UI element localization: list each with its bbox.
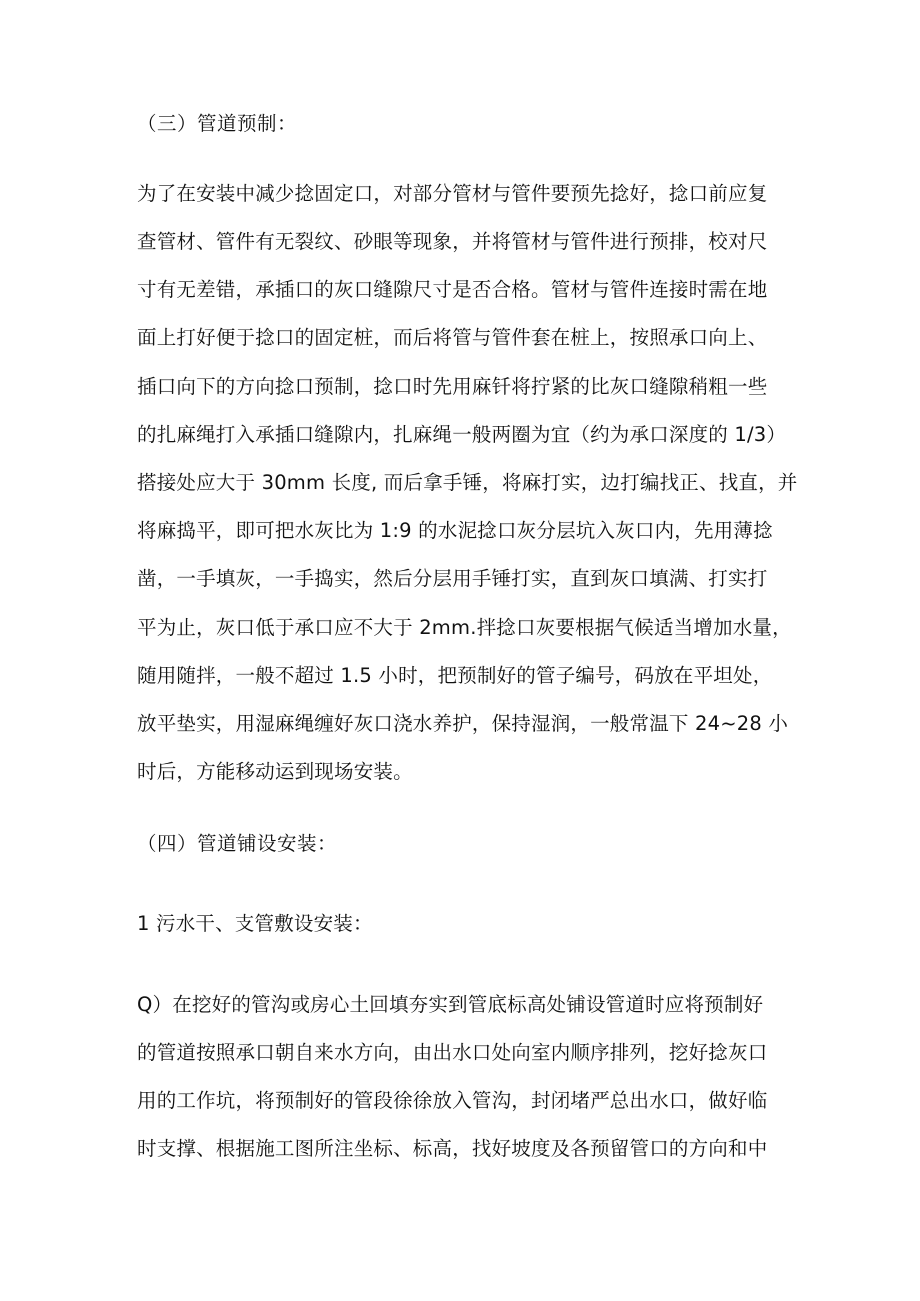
section-3-line: 时后，方能移动运到现场安装。	[137, 760, 413, 783]
section-4-line: 的管道按照承口朝自来水方向，由出水口处向室内顺序排列，挖好捻灰口	[137, 1041, 768, 1064]
section-3-line: 的扎麻绳打入承插口缝隙内，扎麻绳一般两圈为宜（约为承口深度的 1/3）	[137, 423, 787, 446]
section-3-line: 搭接处应大于 30mm 长度, 而后拿手锤，将麻打实，边打编找正、找直，并	[137, 471, 798, 494]
section-3-line: 查管材、管件有无裂纹、砂眼等现象，并将管材与管件进行预排，校对尺	[137, 230, 768, 253]
section-3-line: 平为止，灰口低于承口应不大于 2mm.拌捻口灰要根据气候适当增加水量，	[137, 616, 792, 639]
section-3-line: 插口向下的方向捻口预制，捻口时先用麻钎将拧紧的比灰口缝隙稍粗一些	[137, 375, 768, 398]
section-3-line: 为了在安装中减少捻固定口，对部分管材与管件要预先捻好，捻口前应复	[137, 182, 768, 205]
section-4-line: 用的工作坑，将预制好的管段徐徐放入管沟，封闭堵严总出水口，做好临	[137, 1089, 768, 1112]
section-3-heading: （三）管道预制：	[137, 112, 298, 135]
section-3-line: 凿，一手填灰，一手捣实，然后分层用手锤打实，直到灰口填满、打实打	[137, 567, 768, 590]
section-4-line: Q）在挖好的管沟或房心土回填夯实到管底标高处铺设管道时应将预制好	[137, 993, 764, 1016]
section-4-subheading: 1 污水干、支管敷设安装：	[137, 912, 373, 935]
section-3-line: 放平垫实，用湿麻绳缠好灰口浇水养护，保持湿润，一般常温下 24~28 小	[137, 712, 789, 735]
section-4-heading: （四）管道铺设安装：	[137, 832, 338, 855]
section-3-line: 面上打好便于捻口的固定桩，而后将管与管件套在桩上，按照承口向上、	[137, 326, 768, 349]
section-3-line: 将麻捣平，即可把水灰比为 1:9 的水泥捻口灰分层坑入灰口内，先用薄捻	[137, 519, 773, 542]
section-3-line: 寸有无差错，承插口的灰口缝隙尺寸是否合格。管材与管件连接时需在地	[137, 278, 768, 301]
section-3-line: 随用随拌，一般不超过 1.5 小时，把预制好的管子编号，码放在平坦处，	[137, 664, 773, 687]
section-4-line: 时支撑、根据施工图所注坐标、标高，找好坡度及各预留管口的方向和中	[137, 1137, 768, 1160]
